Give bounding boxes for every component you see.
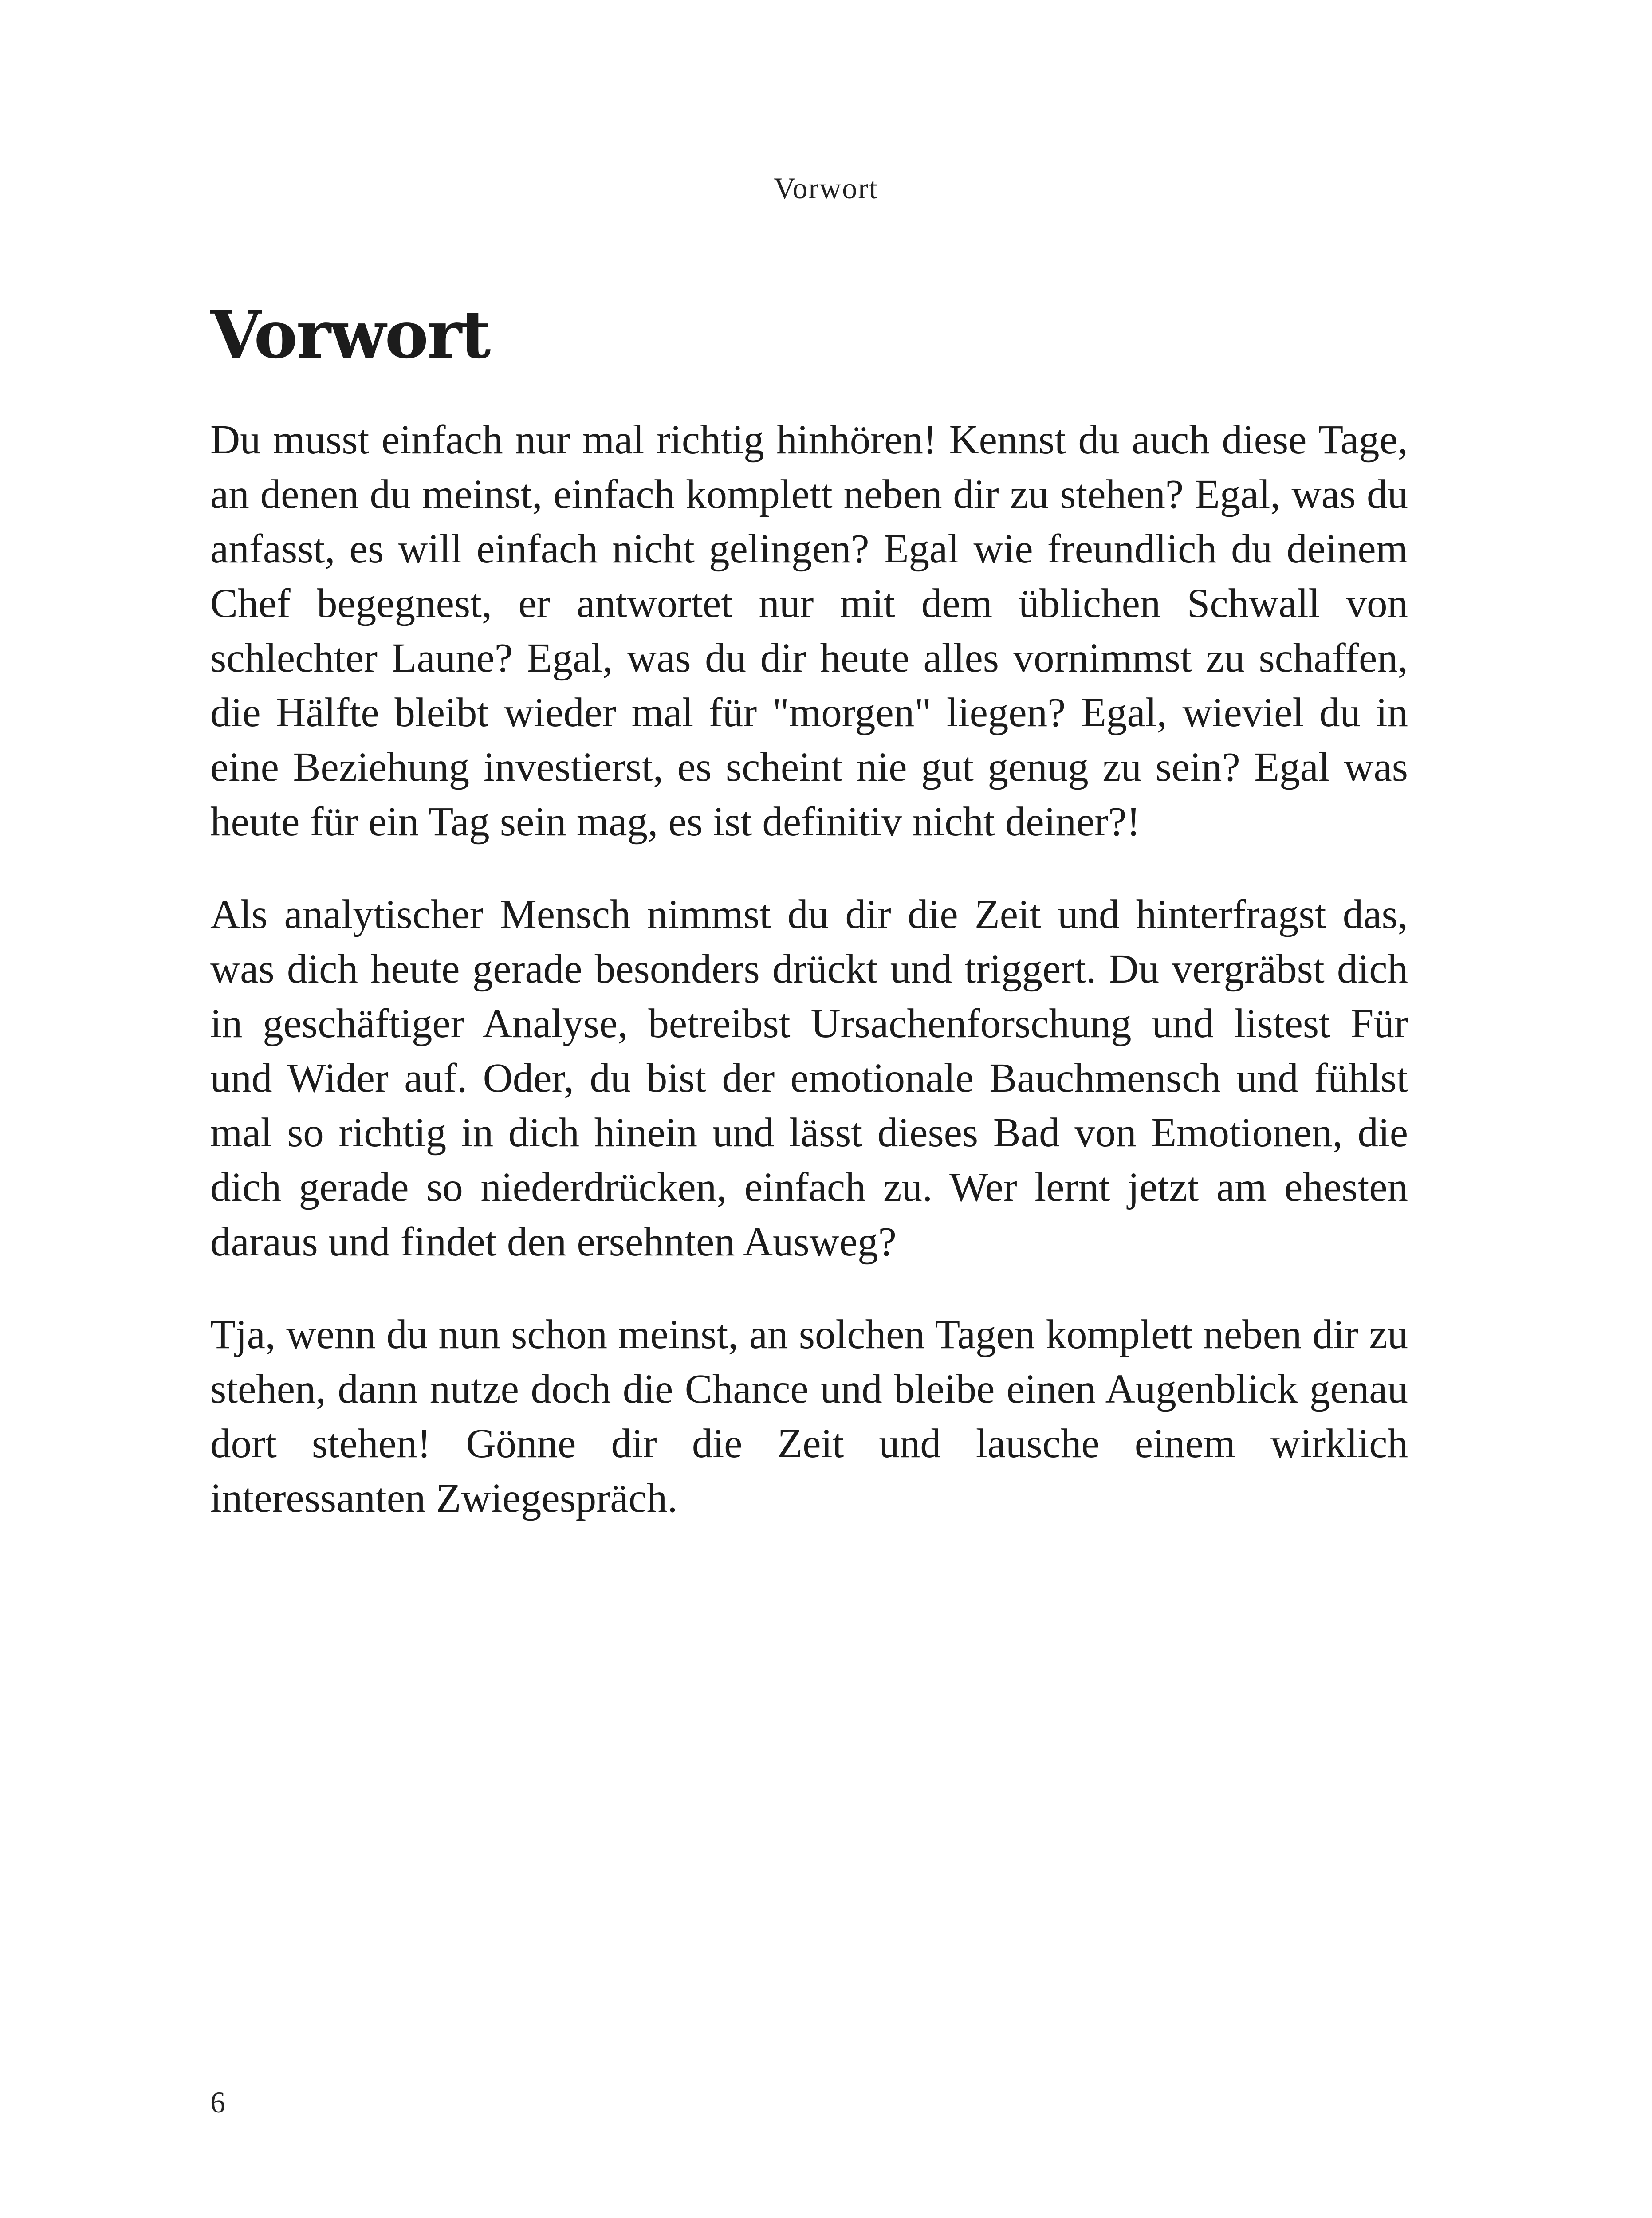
paragraph: Tja, wenn du nun schon meinst, an solchen Tagen komplett neben dir zu stehen, dann nutze doch die Chance und bleibe einen Augenblick genau dort stehen! Gönne dir die Zeit und lausche einem wirklich interessanten Zwiegespräch. [210, 1312, 1408, 1521]
chapter-title: Vorwort [210, 296, 490, 373]
paragraph: Als analytischer Mensch nimmst du dir die Zeit und hinterfragst das, was dich heute gerade besonders drückt und triggert. Du vergräbst dich in geschäftiger Analyse, betreibst Ursachenforschung und listest Für und Wider auf. Oder, du bist der emotionale Bauchmensch und fühlst mal so richtig in dich hinein und lässt dieses Bad von Emotionen, die dich gerade so niederdrücken, einfach zu. Wer lernt jetzt am ehesten daraus und findet den ersehnten Ausweg? [210, 892, 1408, 1265]
paragraph: Du musst einfach nur mal richtig hinhören! Kennst du auch diese Tage, an denen du meinst, einfach komplett neben dir zu stehen? Egal, was du anfasst, es will einfach nicht gelingen? Egal wie freundlich du deinem Chef begegnest, er antwortet nur mit dem üblichen Schwall von schlechter Laune? Egal, was du dir heute alles vornimmst zu schaffen, die Hälfte bleibt wieder mal für "morgen" liegen? Egal, wieviel du in eine Beziehung investierst, es scheint nie gut genug zu sein? Egal was heute für ein Tag sein mag, es ist definitiv nicht deiner?! [210, 417, 1408, 845]
running-header: Vorwort [774, 171, 878, 205]
page-number: 6 [210, 2085, 225, 2119]
body-text [210, 413, 1408, 1564]
